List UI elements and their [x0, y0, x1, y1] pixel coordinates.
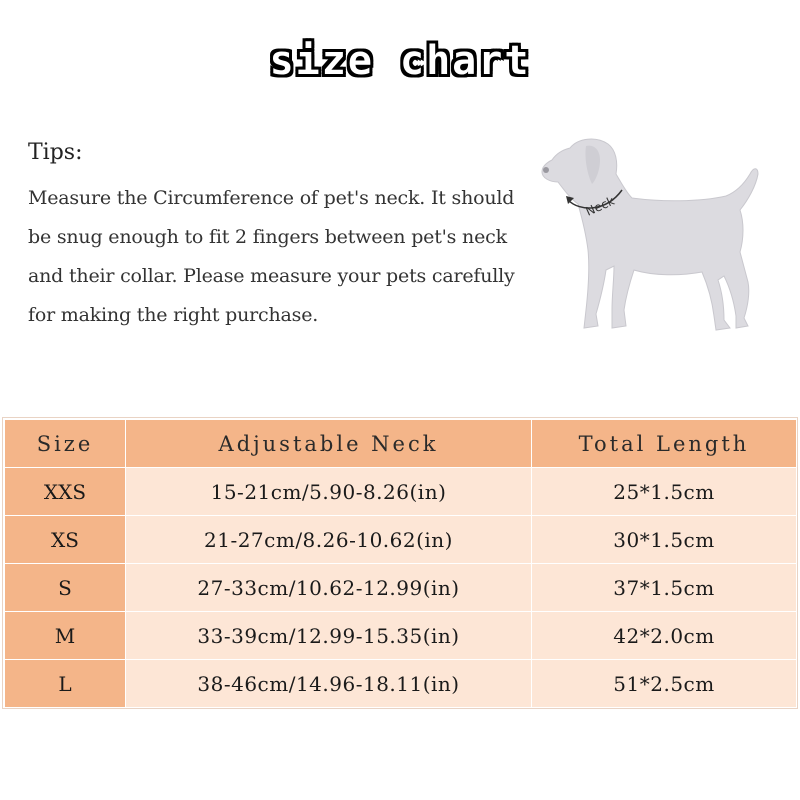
- tips-line: for making the right purchase.: [28, 304, 319, 326]
- table-row: [5, 612, 797, 660]
- size-cell: S: [5, 564, 126, 612]
- column-header-size: Size: [5, 420, 126, 468]
- tips-line: be snug enough to fit 2 fingers between pet's neck: [28, 226, 507, 248]
- table-row: [5, 468, 797, 516]
- table-header-row: [5, 420, 797, 468]
- size-cell: XS: [5, 516, 126, 564]
- length-cell: 42*2.0cm: [532, 612, 797, 660]
- tips-line: and their collar. Please measure your pets carefully: [28, 265, 515, 287]
- length-cell: 25*1.5cm: [532, 468, 797, 516]
- neck-cell: 27-33cm/10.62-12.99(in): [126, 564, 532, 612]
- column-header-neck: Adjustable Neck: [126, 420, 532, 468]
- tips-line: Measure the Circumference of pet's neck. It should: [28, 187, 515, 209]
- tips-section: [28, 140, 568, 335]
- neck-cell: 15-21cm/5.90-8.26(in): [126, 468, 532, 516]
- length-cell: 51*2.5cm: [532, 660, 797, 708]
- tips-text: [28, 179, 568, 335]
- dog-silhouette-icon: [530, 130, 780, 345]
- neck-label: Neck: [583, 193, 617, 219]
- table-row: [5, 660, 797, 708]
- column-header-length: Total Length: [532, 420, 797, 468]
- neck-cell: 33-39cm/12.99-15.35(in): [126, 612, 532, 660]
- length-cell: 37*1.5cm: [532, 564, 797, 612]
- size-cell: M: [5, 612, 126, 660]
- tips-heading: Tips:: [28, 140, 83, 165]
- size-cell: L: [5, 660, 126, 708]
- table-row: [5, 564, 797, 612]
- dog-nose: [543, 167, 549, 173]
- length-cell: 30*1.5cm: [532, 516, 797, 564]
- dog-body: [542, 139, 758, 330]
- table-row: [5, 516, 797, 564]
- page-title: size chart: [269, 38, 531, 84]
- size-table: [4, 419, 797, 708]
- neck-cell: 38-46cm/14.96-18.11(in): [126, 660, 532, 708]
- neck-cell: 21-27cm/8.26-10.62(in): [126, 516, 532, 564]
- size-cell: XXS: [5, 468, 126, 516]
